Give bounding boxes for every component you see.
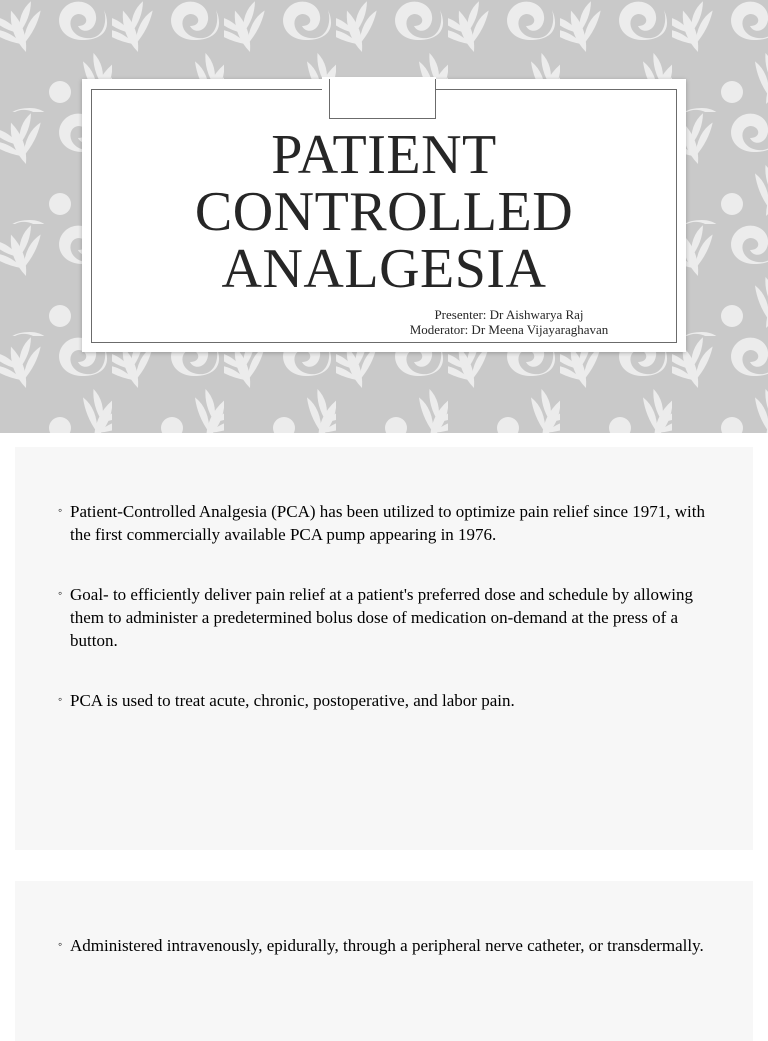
slide-subtitle xyxy=(379,307,639,337)
presenter-text: Presenter: Dr Aishwarya Raj xyxy=(434,307,584,322)
list-item xyxy=(58,934,720,957)
bullet-icon: ◦ xyxy=(58,586,63,600)
bullet-icon: ◦ xyxy=(58,937,63,951)
list-item xyxy=(58,689,720,712)
bullet-text: Patient-Controlled Analgesia (PCA) has been utilized to optimize pain relief since 1971, with the first commercially available PCA pump appearing in 1976. xyxy=(70,502,705,544)
bullet-text: Administered intravenously, epidurally, through a peripheral nerve catheter, or transdermally. xyxy=(70,936,704,955)
list-item xyxy=(58,583,720,652)
slide-title xyxy=(82,124,686,300)
content-slide-3 xyxy=(15,881,753,1041)
list-item xyxy=(58,500,720,546)
content-slide-2 xyxy=(15,447,753,850)
title-line-1: PATIENT xyxy=(271,124,497,186)
title-line-2: CONTROLLED xyxy=(194,181,574,243)
title-line-3: ANALGESIA xyxy=(221,238,547,300)
bullet-text: Goal- to efficiently deliver pain relief at a patient's preferred dose and schedule by allowing them to administer a predetermined bolus dose of medication on-demand at the press of a button. xyxy=(70,585,694,650)
bullet-text: PCA is used to treat acute, chronic, postoperative, and labor pain. xyxy=(70,691,515,710)
bullet-icon: ◦ xyxy=(58,692,63,706)
title-slide xyxy=(0,0,768,433)
title-card-tab xyxy=(329,79,436,119)
bullet-icon: ◦ xyxy=(58,503,63,517)
title-card xyxy=(82,79,686,352)
moderator-text: Moderator: Dr Meena Vijayaraghavan xyxy=(409,322,609,337)
